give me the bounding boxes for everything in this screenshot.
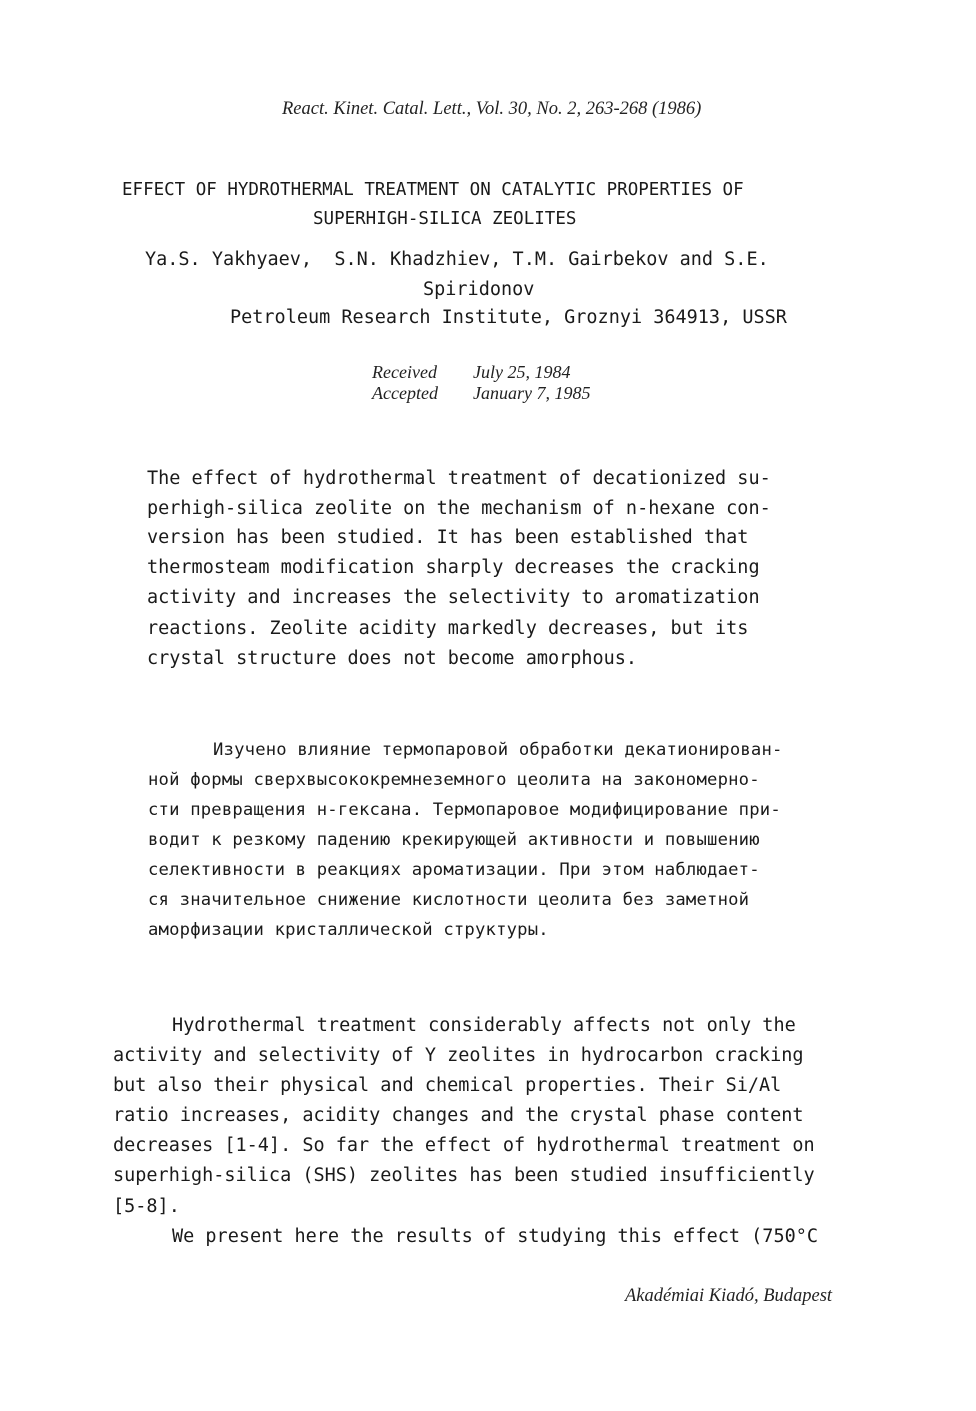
received-label: Received (372, 362, 437, 382)
authors-line-1: Ya.S. Yakhyaev, S.N. Khadzhiev, T.M. Gairbekov and S.E. (145, 249, 769, 270)
abstract-ru-line: аморфизации кристаллической структуры. (148, 920, 549, 940)
abstract-ru-line: Изучено влияние термопаровой обработки декатионирован- (213, 740, 783, 760)
body-line: decreases [1-4]. So far the effect of hydrothermal treatment on (113, 1135, 815, 1156)
abstract-ru-line: ся значительное снижение кислотности цеолита без заметной (148, 890, 750, 910)
abstract-en-line: crystal structure does not become amorphous. (147, 648, 638, 669)
title-line-1: EFFECT OF HYDROTHERMAL TREATMENT ON CATALYTIC PROPERTIES OF (122, 180, 744, 200)
authors-line-2: Spiridonov (423, 279, 535, 300)
abstract-en-line: version has been studied. It has been established that (147, 527, 749, 548)
affiliation: Petroleum Research Institute, Groznyi 364913, USSR (230, 307, 787, 328)
abstract-ru-line: ной формы сверхвысококремнеземного цеолита на закономерно- (148, 770, 760, 790)
abstract-en-line: perhigh-silica zeolite on the mechanism of n-hexane con- (147, 498, 771, 519)
accepted-label: Accepted (372, 383, 438, 403)
abstract-en-line: reactions. Zeolite acidity markedly decreases, but its (147, 618, 749, 639)
body-line: superhigh-silica (SHS) zeolites has been studied insufficiently (113, 1165, 815, 1186)
accepted-date: January 7, 1985 (473, 383, 591, 403)
abstract-en-line: activity and increases the selectivity to aromatization (147, 587, 760, 608)
abstract-ru-line: водит к резкому падению крекирующей активности и повышению (148, 830, 760, 850)
body-line: activity and selectivity of Y zeolites in hydrocarbon cracking (113, 1045, 804, 1066)
body-line: ratio increases, acidity changes and the crystal phase content (113, 1105, 804, 1126)
abstract-en-line: thermosteam modification sharply decreases the cracking (147, 557, 760, 578)
publisher-footer: Akadémiai Kiadó, Budapest (625, 1286, 833, 1306)
abstract-ru-line: сти превращения н-гексана. Термопаровое модифицирование при- (148, 800, 781, 820)
abstract-en-line: The effect of hydrothermal treatment of decationized su- (147, 468, 771, 489)
body-line: but also their physical and chemical properties. Their Si/Al (113, 1075, 782, 1096)
abstract-ru-line: селективности в реакциях ароматизации. При этом наблюдает- (148, 860, 760, 880)
body-line: [5-8]. (113, 1196, 180, 1217)
title-line-2: SUPERHIGH-SILICA ZEOLITES (313, 209, 577, 229)
body-line: Hydrothermal treatment considerably affects not only the (172, 1015, 796, 1036)
citation: React. Kinet. Catal. Lett., Vol. 30, No. 2, 263-268 (1986) (282, 99, 702, 119)
body-line: We present here the results of studying this effect (750°C (172, 1226, 819, 1247)
received-date: July 25, 1984 (473, 362, 571, 382)
